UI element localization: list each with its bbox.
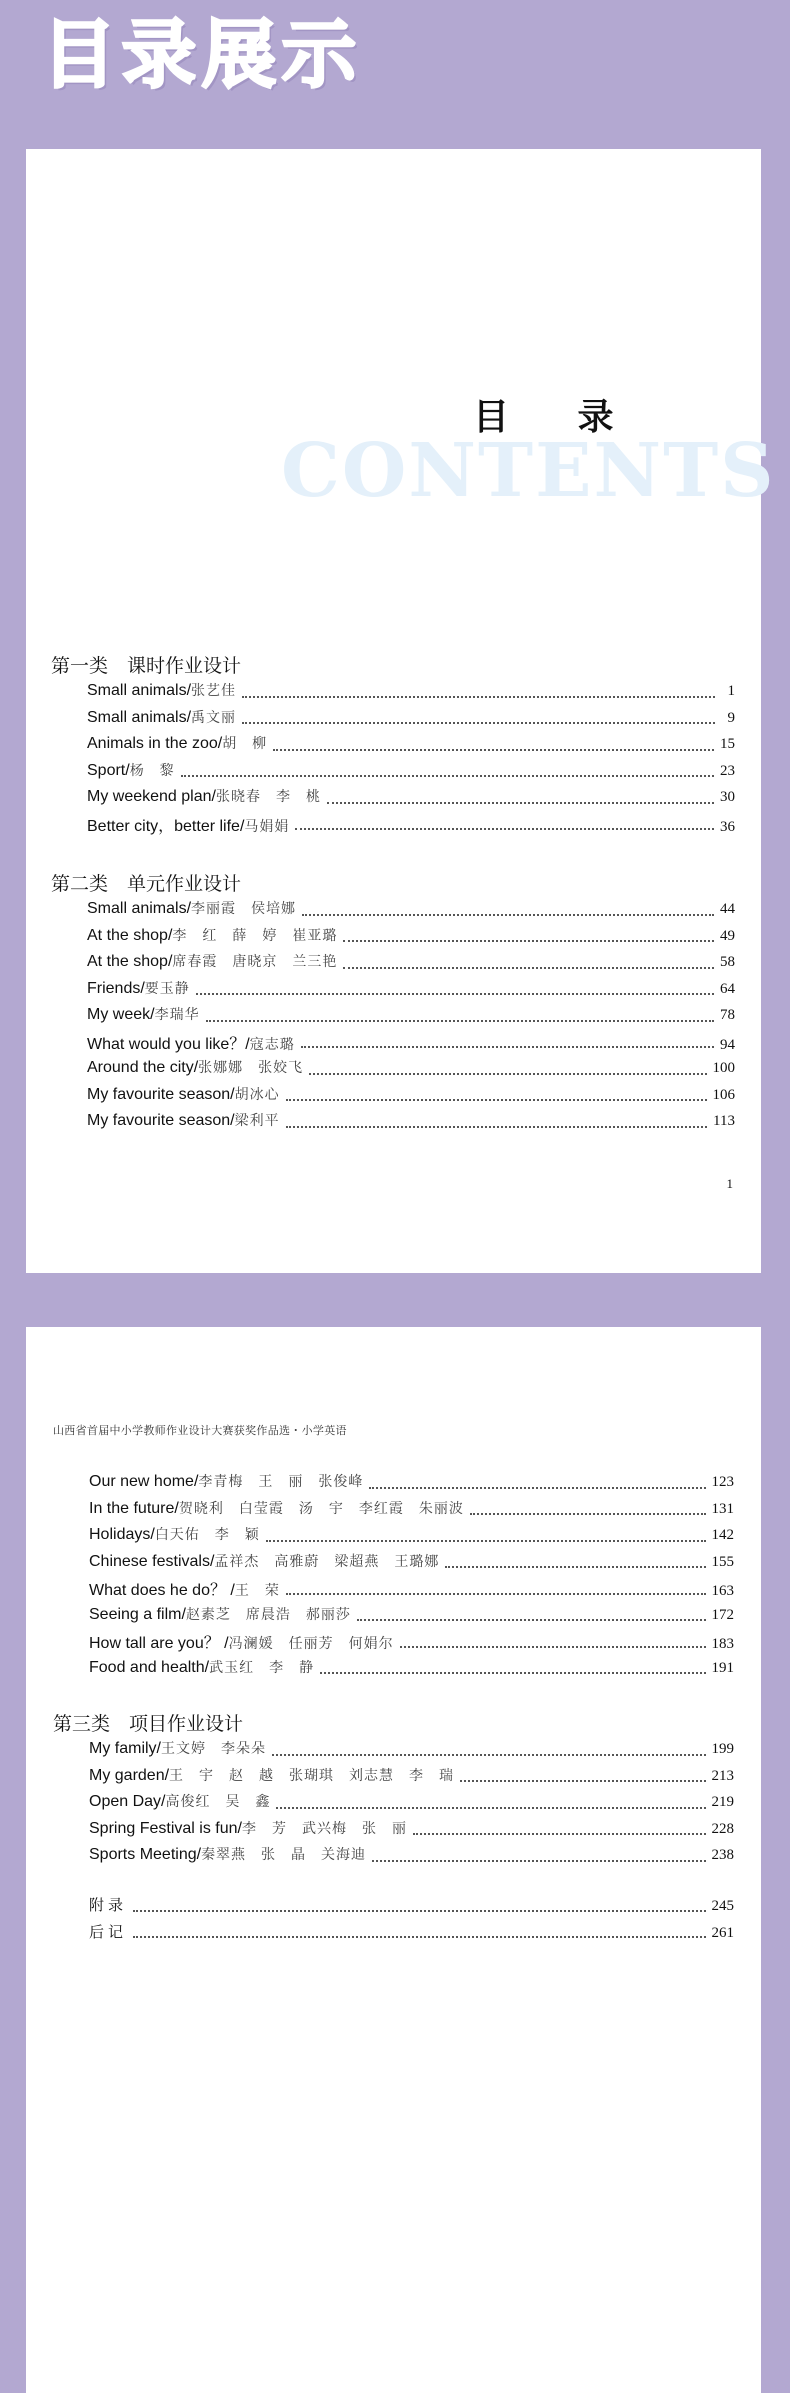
toc-entry-topic: Sport/ xyxy=(87,761,130,779)
toc-entry[interactable] xyxy=(89,1630,734,1657)
toc-entry-authors: 王 荣 xyxy=(234,1583,280,1599)
toc-entry-page: 131 xyxy=(711,1500,734,1517)
toc-entry[interactable] xyxy=(89,1765,734,1792)
toc-entry-topic: Chinese festivals/ xyxy=(89,1552,215,1570)
toc-entry[interactable] xyxy=(89,1604,734,1631)
toc-entry-page: 100 xyxy=(712,1060,735,1076)
toc-entry[interactable] xyxy=(89,1577,734,1604)
toc-entry-authors: 张晓春 李 桃 xyxy=(215,789,321,805)
dot-leader xyxy=(181,774,714,777)
toc-entry-title xyxy=(87,925,337,945)
toc-entry-topic: At the shop/ xyxy=(87,953,173,970)
toc-entry-page: 155 xyxy=(711,1553,734,1570)
toc-entry[interactable] xyxy=(89,1551,734,1578)
toc-entry[interactable] xyxy=(89,1818,734,1845)
toc-entry-topic: My family/ xyxy=(89,1740,161,1757)
toc-entry-authors: 胡 柳 xyxy=(222,736,268,752)
toc-entry[interactable] xyxy=(87,733,735,760)
toc-entry-title xyxy=(89,1791,270,1811)
toc-entry-title xyxy=(87,1004,200,1024)
toc-entry-title xyxy=(89,1657,314,1677)
dot-leader xyxy=(286,1125,707,1128)
toc-entry-page: 78 xyxy=(720,1007,735,1023)
toc-entry-topic: How tall are you？ / xyxy=(89,1635,229,1652)
toc-entry-page: 142 xyxy=(711,1527,734,1543)
toc-entry-authors: 李青梅 王 丽 张俊峰 xyxy=(198,1474,364,1490)
toc-entry-page: 113 xyxy=(713,1113,735,1129)
toc-entry-topic: Small animals/ xyxy=(87,900,192,917)
toc-entry-authors: 席春霞 唐晓京 兰三艳 xyxy=(172,954,338,970)
banner-title: 目录展示 xyxy=(42,12,362,98)
toc-entry[interactable] xyxy=(87,680,735,707)
toc-entry-authors: 胡冰心 xyxy=(234,1086,280,1103)
dot-leader xyxy=(302,913,714,916)
toc-entry[interactable] xyxy=(89,1844,734,1871)
toc-entry-page: 23 xyxy=(720,762,735,779)
contents-heading: 目 录 xyxy=(473,396,642,438)
toc-entry-title xyxy=(87,813,289,836)
dot-leader xyxy=(286,1098,707,1101)
dot-leader xyxy=(343,966,714,969)
toc-entry-topic: In the future/ xyxy=(89,1499,179,1517)
toc-entry-title xyxy=(87,951,337,971)
toc-entry-topic: Small animals/ xyxy=(87,682,192,699)
toc-entry-topic: My favourite season/ xyxy=(87,1112,235,1129)
dot-leader xyxy=(196,992,714,995)
toc-entry-page: 36 xyxy=(720,818,735,835)
toc-entry-authors: 杨 黎 xyxy=(129,762,175,779)
dot-leader xyxy=(309,1072,706,1075)
toc-entry[interactable] xyxy=(89,1738,734,1765)
toc-entry-title xyxy=(89,1818,407,1838)
toc-entry-title xyxy=(89,1921,127,1942)
toc-entry-page: 199 xyxy=(711,1741,734,1757)
toc-entry-title xyxy=(87,1084,280,1104)
toc-entry-topic: Our new home/ xyxy=(89,1473,199,1490)
toc-entry[interactable] xyxy=(87,978,735,1005)
toc-list-section-1 xyxy=(87,680,735,839)
toc-entry-title xyxy=(87,760,175,780)
toc-entry-page: 238 xyxy=(711,1847,734,1863)
toc-entry[interactable] xyxy=(87,1031,735,1058)
dot-leader xyxy=(369,1486,705,1489)
dot-leader xyxy=(445,1565,705,1568)
toc-entry[interactable] xyxy=(89,1894,734,1921)
toc-entry-page: 183 xyxy=(711,1636,734,1652)
dot-leader xyxy=(470,1512,706,1515)
toc-entry-authors: 张艺佳 xyxy=(191,683,237,699)
toc-entry[interactable] xyxy=(89,1471,734,1498)
toc-entry-authors: 孟祥杰 高雅蔚 梁超燕 王璐娜 xyxy=(214,1553,440,1570)
dot-leader xyxy=(372,1859,705,1862)
toc-entry-page: 228 xyxy=(711,1820,734,1837)
toc-entry-authors: 冯澜媛 任丽芳 何娟尔 xyxy=(228,1636,394,1652)
dot-leader xyxy=(133,1935,705,1938)
dot-leader xyxy=(295,827,714,830)
toc-entry-topic: Sports Meeting/ xyxy=(89,1846,202,1863)
toc-entry-topic: At the shop/ xyxy=(87,926,173,944)
toc-entry[interactable] xyxy=(89,1657,734,1684)
toc-page-1 xyxy=(26,149,776,1273)
toc-entry-authors: 李瑞华 xyxy=(154,1007,200,1023)
toc-entry-page: 106 xyxy=(712,1086,735,1103)
toc-entry-page: 172 xyxy=(711,1606,734,1623)
toc-entry-authors: 贺晓利 白莹霞 汤 宇 李红霞 朱丽波 xyxy=(178,1500,464,1517)
toc-entry-authors: 寇志璐 xyxy=(249,1036,295,1053)
toc-entry-title xyxy=(89,1471,363,1491)
toc-entry[interactable] xyxy=(87,786,735,813)
toc-entry[interactable] xyxy=(87,1004,735,1031)
toc-entry-title xyxy=(89,1630,394,1653)
section-title-3: 第三类 项目作业设计 xyxy=(53,1713,244,1735)
toc-entry-page: 30 xyxy=(720,789,735,805)
toc-entry-authors: 梁利平 xyxy=(234,1113,280,1129)
toc-entry-page: 123 xyxy=(711,1474,734,1490)
toc-entry-topic: Friends/ xyxy=(87,979,145,997)
toc-entry-title xyxy=(89,1577,280,1600)
toc-entry-title xyxy=(89,1498,464,1518)
toc-entry-topic: What does he do？ / xyxy=(89,1582,235,1599)
toc-entry-topic: Small animals/ xyxy=(87,708,192,726)
toc-entry-authors: 李 芳 武兴梅 张 丽 xyxy=(241,1820,407,1837)
toc-entry[interactable] xyxy=(87,813,735,840)
toc-entry[interactable] xyxy=(87,1084,735,1111)
toc-entry[interactable] xyxy=(87,1057,735,1084)
toc-entry-page: 49 xyxy=(720,927,735,944)
toc-entry-page: 191 xyxy=(711,1659,734,1676)
toc-entry-topic: Seeing a film/ xyxy=(89,1605,186,1623)
toc-entry-page: 163 xyxy=(711,1583,734,1599)
running-header: 山西省首届中小学教师作业设计大赛获奖作品选・小学英语 xyxy=(53,1424,347,1437)
toc-list-section-3 xyxy=(89,1738,734,1871)
toc-entry-authors: 高俊红 吴 鑫 xyxy=(165,1794,271,1810)
toc-entry[interactable] xyxy=(87,707,735,734)
toc-entry-page: 58 xyxy=(720,954,735,970)
toc-entry-title xyxy=(89,1738,266,1758)
toc-entry-authors: 附录 xyxy=(89,1896,128,1914)
dot-leader xyxy=(357,1618,706,1621)
toc-entry-page: 1 xyxy=(727,683,735,699)
dot-leader xyxy=(276,1806,705,1809)
dot-leader xyxy=(413,1832,706,1835)
section-title-1: 第一类 课时作业设计 xyxy=(51,655,242,677)
toc-entry-title xyxy=(87,1110,280,1130)
toc-entry-topic: Spring Festival is fun/ xyxy=(89,1819,242,1837)
toc-entry-topic: Animals in the zoo/ xyxy=(87,735,223,752)
toc-entry[interactable] xyxy=(87,760,735,787)
toc-entry-topic: Food and health/ xyxy=(89,1658,210,1676)
toc-entry-topic: What would you like？/ xyxy=(87,1035,250,1053)
dot-leader xyxy=(272,1753,706,1756)
toc-entry-title xyxy=(87,707,236,727)
toc-entry-topic: Open Day/ xyxy=(89,1793,166,1810)
dot-leader xyxy=(286,1592,706,1595)
toc-entry-title xyxy=(87,1031,295,1054)
toc-entry-authors: 张娜娜 张姣飞 xyxy=(198,1060,304,1076)
toc-entry-authors: 白天佑 李 颖 xyxy=(154,1527,260,1543)
toc-entry-page: 64 xyxy=(720,980,735,997)
toc-entry-topic: My weekend plan/ xyxy=(87,788,216,805)
toc-entry-topic: Better city，better life/ xyxy=(87,817,245,835)
section-title-2: 第二类 单元作业设计 xyxy=(51,873,242,895)
dot-leader xyxy=(266,1539,706,1542)
toc-entry[interactable] xyxy=(87,1110,735,1137)
toc-entry-authors: 秦翠燕 张 晶 关海迪 xyxy=(201,1847,367,1863)
toc-entry-page: 15 xyxy=(720,736,735,752)
dot-leader xyxy=(460,1779,705,1782)
toc-entry[interactable] xyxy=(89,1791,734,1818)
dot-leader xyxy=(327,801,714,804)
toc-entry-page: 245 xyxy=(711,1898,734,1914)
toc-list-appendix xyxy=(89,1894,734,1947)
toc-entry-topic: Holidays/ xyxy=(89,1526,155,1543)
toc-entry-authors: 李丽霞 侯培娜 xyxy=(191,901,297,917)
toc-entry[interactable] xyxy=(89,1524,734,1551)
dot-leader xyxy=(343,939,714,942)
toc-entry[interactable] xyxy=(89,1498,734,1525)
toc-entry-title xyxy=(89,1604,351,1624)
dot-leader xyxy=(320,1671,705,1674)
dot-leader xyxy=(301,1045,714,1048)
toc-entry[interactable] xyxy=(87,898,735,925)
toc-entry-topic: My week/ xyxy=(87,1006,155,1023)
toc-entry-authors: 马娟娟 xyxy=(244,818,290,835)
toc-entry-title xyxy=(89,1894,127,1915)
dot-leader xyxy=(273,748,714,751)
toc-entry-title xyxy=(89,1524,260,1544)
dot-leader xyxy=(242,695,715,698)
toc-entry-title xyxy=(87,1057,303,1077)
dot-leader xyxy=(133,1909,705,1912)
dot-leader xyxy=(400,1645,706,1648)
toc-entry-topic: Around the city/ xyxy=(87,1059,199,1076)
toc-entry-authors: 要玉静 xyxy=(144,980,190,997)
page-number: 1 xyxy=(726,1176,733,1191)
toc-entry-page: 213 xyxy=(711,1767,734,1784)
toc-entry-page: 9 xyxy=(727,709,735,726)
toc-entry-authors: 赵素芝 席晨浩 郝丽莎 xyxy=(185,1606,351,1623)
toc-entry-topic: My favourite season/ xyxy=(87,1085,235,1103)
toc-list-continued xyxy=(89,1471,734,1683)
toc-entry-title xyxy=(87,680,236,700)
toc-entry-title xyxy=(87,786,321,806)
toc-entry[interactable] xyxy=(89,1921,734,1948)
toc-list-section-2 xyxy=(87,898,735,1137)
toc-entry-page: 219 xyxy=(711,1794,734,1810)
toc-entry-title xyxy=(89,1844,366,1864)
dot-leader xyxy=(206,1019,714,1022)
dot-leader xyxy=(242,721,715,724)
toc-entry-title xyxy=(87,733,267,753)
toc-entry-authors: 后记 xyxy=(89,1922,128,1941)
toc-entry[interactable] xyxy=(87,951,735,978)
toc-entry-title xyxy=(87,898,296,918)
toc-entry[interactable] xyxy=(87,925,735,952)
toc-entry-topic: My garden/ xyxy=(89,1766,170,1784)
toc-entry-authors: 王文婷 李朵朵 xyxy=(161,1741,266,1757)
toc-entry-title xyxy=(89,1765,454,1785)
toc-entry-authors: 王 宇 赵 越 张瑚琪 刘志慧 李 瑞 xyxy=(169,1767,455,1784)
toc-entry-authors: 禹文丽 xyxy=(191,709,237,726)
contents-watermark: CONTENTS xyxy=(281,428,776,514)
toc-page-2 xyxy=(26,1327,761,2393)
toc-entry-authors: 武玉红 李 静 xyxy=(209,1659,315,1676)
toc-entry-title xyxy=(87,978,190,998)
toc-entry-page: 94 xyxy=(720,1036,735,1053)
toc-entry-authors: 李 红 薛 婷 崔亚璐 xyxy=(172,927,338,944)
toc-entry-page: 261 xyxy=(711,1924,734,1941)
toc-entry-page: 44 xyxy=(720,901,735,917)
toc-entry-title xyxy=(89,1551,439,1571)
